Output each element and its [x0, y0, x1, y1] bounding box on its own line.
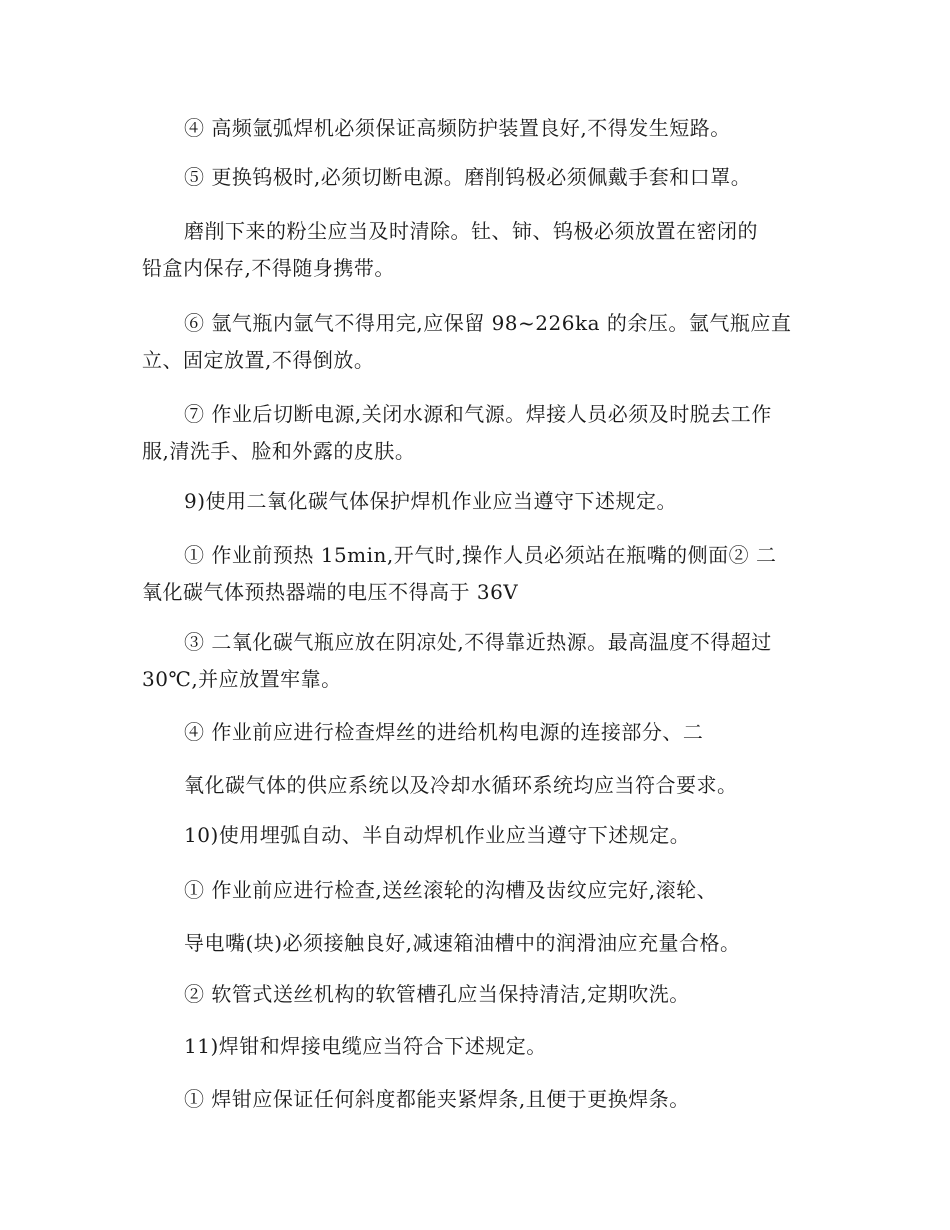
paragraph-co2-supply-system: [142, 767, 812, 804]
text-line: ① 焊钳应保证任何斜度都能夹紧焊条,且便于更换焊条。: [184, 1087, 690, 1111]
text-line: 氧化碳气体的供应系统以及冷却水循环系统均应当符合要求。: [184, 773, 738, 797]
text-line: ⑦ 作业后切断电源,关闭水源和气源。焊接人员必须及时脱去工作: [184, 402, 772, 426]
text-line: 磨削下来的粉尘应当及时清除。钍、铈、钨极必须放置在密闭的: [184, 219, 758, 243]
text-line: ④ 高频氩弧焊机必须保证高频防护装置良好,不得发生短路。: [184, 116, 731, 140]
paragraph-co2-inspection: [142, 714, 812, 751]
text-line: 氧化碳气体预热器端的电压不得高于 36V: [142, 580, 519, 604]
paragraph-grinding-dust: [142, 213, 812, 287]
heading-electrode-holder-cable: [142, 1028, 812, 1065]
text-line: ② 软管式送丝机构的软管槽孔应当保持清洁,定期吹洗。: [184, 982, 690, 1006]
text-line: 服,清洗手、脸和外露的皮肤。: [142, 439, 416, 463]
text-line: ⑥ 氩气瓶内氩气不得用完,应保留 98~226ka 的余压。氩气瓶应直: [184, 311, 792, 335]
text-line: ③ 二氧化碳气瓶应放在阴凉处,不得靠近热源。最高温度不得超过: [184, 630, 772, 654]
paragraph-tungsten-replacement: [142, 159, 812, 196]
text-line: ④ 作业前应进行检查焊丝的进给机构电源的连接部分、二: [184, 720, 704, 744]
text-line: ① 作业前预热 15min,开气时,操作人员必须站在瓶嘴的侧面② 二: [184, 543, 777, 567]
paragraph-co2-cylinder-storage: [142, 624, 812, 698]
text-line: 11)焊钳和焊接电缆应当符合下述规定。: [184, 1034, 547, 1058]
paragraph-argon-cylinder: [142, 305, 812, 379]
text-line: 10)使用埋弧自动、半自动焊机作业应当遵守下述规定。: [184, 823, 691, 847]
paragraph-wire-feed-rollers: [142, 872, 812, 909]
text-line: 30℃,并应放置牢靠。: [142, 667, 342, 691]
paragraph-hose-feeder: [142, 976, 812, 1013]
text-line: 铅盒内保存,不得随身携带。: [142, 256, 395, 280]
paragraph-contact-tip: [142, 925, 812, 962]
paragraph-after-work: [142, 396, 812, 470]
text-line: 9)使用二氧化碳气体保护焊机作业应当遵守下述规定。: [184, 489, 678, 513]
text-line: ⑤ 更换钨极时,必须切断电源。磨削钨极必须佩戴手套和口罩。: [184, 165, 752, 189]
text-line: ① 作业前应进行检查,送丝滚轮的沟槽及齿纹应完好,滚轮、: [184, 878, 718, 902]
text-line: 立、固定放置,不得倒放。: [142, 348, 375, 372]
paragraph-argon-arc-hf-protection: [142, 110, 812, 147]
paragraph-electrode-holder: [142, 1081, 812, 1118]
heading-submerged-arc: [142, 817, 812, 854]
paragraph-co2-preheat: [142, 537, 812, 611]
heading-co2-welding: [142, 483, 812, 520]
text-line: 导电嘴(块)必须接触良好,减速箱油槽中的润滑油应充量合格。: [184, 931, 741, 955]
